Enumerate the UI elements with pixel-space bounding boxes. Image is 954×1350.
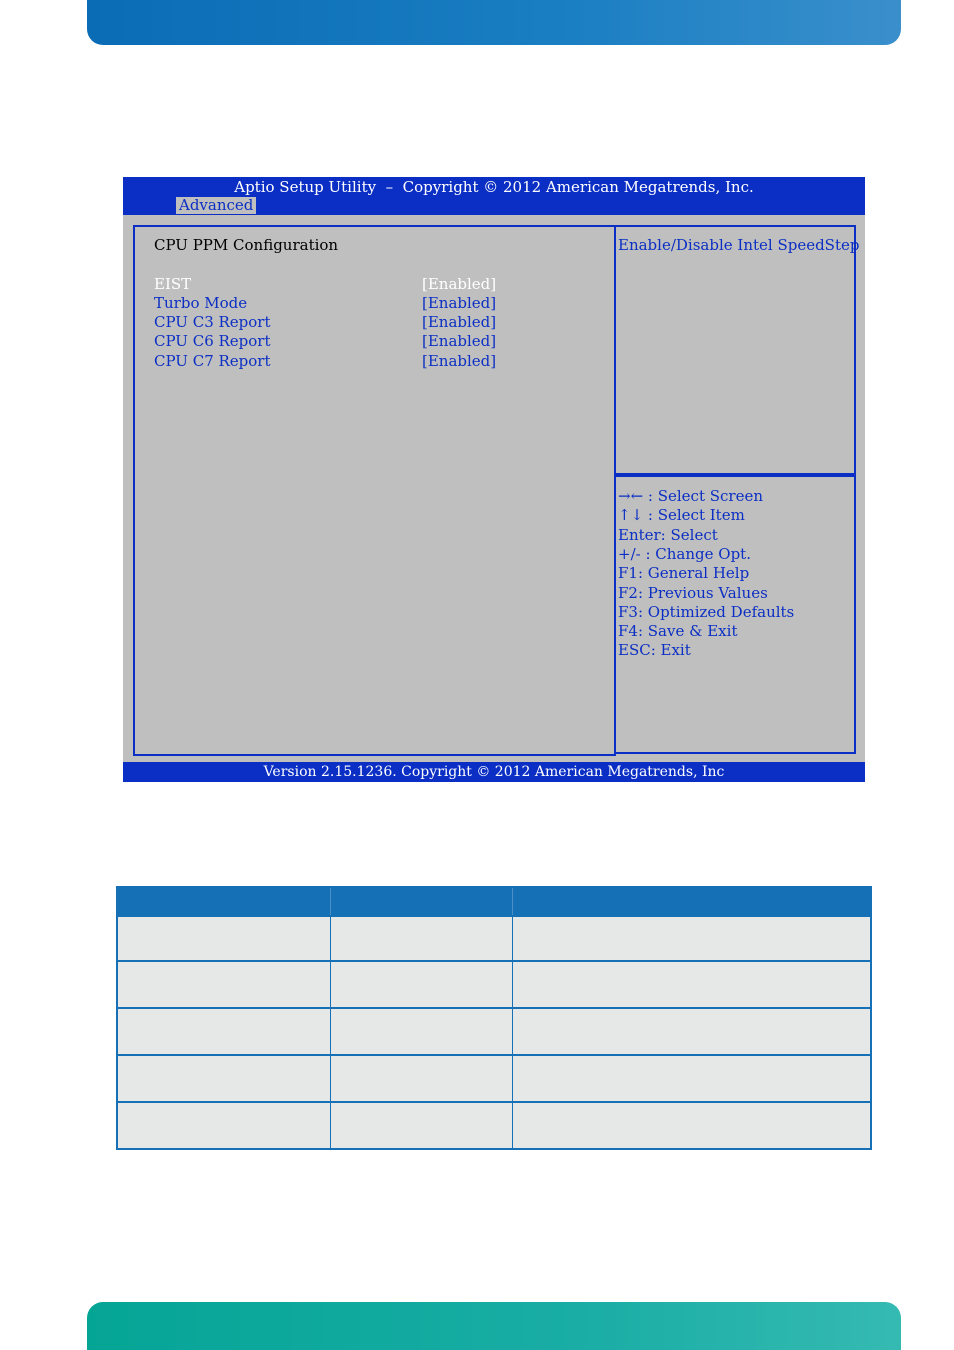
table-header-divider <box>330 888 331 915</box>
option-c3-report-value[interactable]: [Enabled] <box>422 313 497 331</box>
key-help-select-screen: →← : Select Screen <box>618 487 764 505</box>
key-help-f4: F4: Save & Exit <box>618 622 738 640</box>
table-header-divider <box>512 888 513 915</box>
bottom-footer-band <box>87 1302 901 1350</box>
option-c3-report-label[interactable]: CPU C3 Report <box>154 313 271 331</box>
key-help-select-item: ↑↓ : Select Item <box>618 506 745 524</box>
table-column-divider <box>512 888 513 1148</box>
key-help-esc: ESC: Exit <box>618 641 691 659</box>
table-row <box>118 1101 870 1146</box>
bios-footer: Version 2.15.1236. Copyright © 2012 American Megatrends, Inc <box>123 762 865 782</box>
key-help-enter: Enter: Select <box>618 526 718 544</box>
key-help-f3: F3: Optimized Defaults <box>618 603 795 621</box>
key-help-f2: F2: Previous Values <box>618 584 768 602</box>
option-turbo-mode-label[interactable]: Turbo Mode <box>154 294 248 312</box>
table-header <box>118 888 870 915</box>
bios-title: Aptio Setup Utility – Copyright © 2012 American Megatrends, Inc. <box>234 178 754 196</box>
bios-setup-screenshot <box>123 177 865 782</box>
section-title: CPU PPM Configuration <box>154 236 339 254</box>
option-eist-label[interactable]: EIST <box>154 275 192 293</box>
table-row <box>118 1007 870 1052</box>
option-c6-report-value[interactable]: [Enabled] <box>422 332 497 350</box>
key-help-f1: F1: General Help <box>618 564 750 582</box>
bios-header-bar <box>123 177 865 215</box>
table-row <box>118 960 870 1005</box>
option-c7-report-value[interactable]: [Enabled] <box>422 352 497 370</box>
option-c6-report-label[interactable]: CPU C6 Report <box>154 332 271 350</box>
item-help-text: Enable/Disable Intel SpeedStep <box>618 236 860 254</box>
settings-table <box>116 886 872 1150</box>
key-help-change-opt: +/- : Change Opt. <box>618 545 751 563</box>
item-help-panel <box>614 225 856 475</box>
table-row <box>118 915 870 960</box>
table-row <box>118 1054 870 1099</box>
tab-advanced[interactable]: Advanced <box>176 197 256 214</box>
top-header-band <box>87 0 901 45</box>
option-turbo-mode-value[interactable]: [Enabled] <box>422 294 497 312</box>
option-eist-value[interactable]: [Enabled] <box>422 275 497 293</box>
table-column-divider <box>330 888 331 1148</box>
option-c7-report-label[interactable]: CPU C7 Report <box>154 352 271 370</box>
